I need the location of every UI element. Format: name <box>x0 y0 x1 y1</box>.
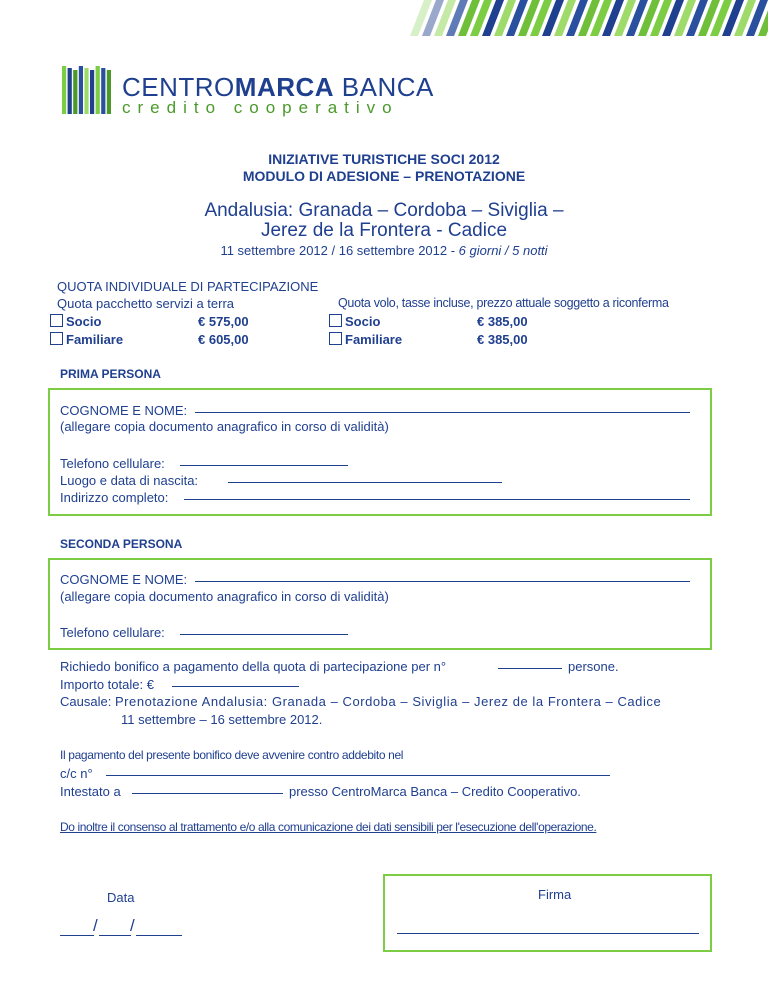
trip-duration: 6 giorni / 5 notti <box>458 243 548 258</box>
trip-title-line2: Jerez de la Frontera - Cadice <box>260 220 508 241</box>
causale-label: Causale: <box>60 694 112 709</box>
debit-text: Il pagamento del presente bonifico deve avvenire contro addebito nel <box>60 748 404 762</box>
causale-row <box>60 694 710 709</box>
ground-familiare-option[interactable] <box>50 332 123 347</box>
date-label: Data <box>107 890 135 905</box>
first-address-label: Indirizzo completo: <box>60 490 169 505</box>
first-person-heading: PRIMA PERSONA <box>60 367 161 381</box>
causale-text: Prenotazione Andalusia: Granada – Cordoba – Siviglia – Jerez de la Frontera – Cadice <box>114 694 662 709</box>
checkbox[interactable] <box>329 332 342 345</box>
flight-familiare-price: € 385,00 <box>477 332 528 347</box>
trip-dates-range: 11 settembre 2012 / 16 settembre 2012 - <box>220 243 459 258</box>
holder-field[interactable] <box>132 793 283 794</box>
signature-field[interactable] <box>397 933 699 934</box>
total-amount-label: Importo totale: € <box>60 677 154 692</box>
payment-request-text: Richiedo bonifico a pagamento della quota di partecipazione per n° <box>60 659 447 674</box>
logo-bar <box>79 66 83 114</box>
option-label: Socio <box>66 314 102 329</box>
checkbox[interactable] <box>50 332 63 345</box>
logo-bar <box>84 68 88 114</box>
option-label: Familiare <box>66 332 124 347</box>
persons-count-field[interactable] <box>498 668 562 669</box>
logo-bar <box>96 66 100 114</box>
trip-title-line1: Andalusia: Granada – Cordoba – Siviglia – <box>204 200 564 221</box>
quota-flight-title: Quota volo, tasse incluse, prezzo attuale soggetto a riconferma <box>338 296 669 310</box>
first-name-field[interactable] <box>195 412 690 413</box>
first-address-field[interactable] <box>184 499 690 500</box>
account-label: c/c n° <box>60 766 93 781</box>
flight-socio-price: € 385,00 <box>477 314 528 329</box>
checkbox[interactable] <box>50 314 63 327</box>
checkbox[interactable] <box>329 314 342 327</box>
bank-name-part3: BANCA <box>334 72 434 102</box>
form-subtitle: MODULO DI ADESIONE – PRENOTAZIONE <box>242 168 526 184</box>
logo-bar <box>73 70 77 114</box>
decorative-stripes <box>400 0 768 36</box>
bank-name-part2: MARCA <box>234 72 335 102</box>
quota-heading: QUOTA INDIVIDUALE DI PARTECIPAZIONE <box>57 279 319 294</box>
date-day-field[interactable] <box>60 935 94 936</box>
causale-dates: 11 settembre – 16 settembre 2012. <box>121 712 323 727</box>
signature-label: Firma <box>538 887 572 902</box>
logo-bar <box>107 70 111 114</box>
trip-dates <box>0 243 768 258</box>
total-amount-field[interactable] <box>172 686 299 687</box>
form-title: INIZIATIVE TURISTICHE SOCI 2012 <box>268 151 500 167</box>
date-year-field[interactable] <box>136 935 182 936</box>
date-separator: / <box>93 916 98 935</box>
ground-socio-option[interactable] <box>50 314 101 329</box>
first-phone-label: Telefono cellulare: <box>60 456 165 471</box>
holder-bank-text: presso CentroMarca Banca – Credito Cooperativo. <box>289 784 581 799</box>
first-birth-field[interactable] <box>228 482 502 483</box>
logo-bar <box>90 70 94 114</box>
second-person-heading: SECONDA PERSONA <box>60 537 183 551</box>
logo-bar <box>101 68 105 114</box>
bank-name-part1: CENTRO <box>122 72 235 102</box>
first-name-label: COGNOME E NOME: <box>60 403 188 418</box>
logo-bar <box>62 66 66 114</box>
first-document-note: (allegare copia documento anagrafico in corso di validità) <box>60 419 389 434</box>
holder-label: Intestato a <box>60 784 121 799</box>
bank-logo-icon <box>60 66 114 116</box>
second-name-field[interactable] <box>195 581 690 582</box>
date-month-field[interactable] <box>99 935 131 936</box>
ground-familiare-price: € 605,00 <box>198 332 249 347</box>
logo-bar <box>68 68 72 114</box>
flight-familiare-option[interactable] <box>329 332 402 347</box>
signature-box <box>383 874 712 952</box>
option-label: Familiare <box>345 332 403 347</box>
ground-socio-price: € 575,00 <box>198 314 249 329</box>
option-label: Socio <box>345 314 381 329</box>
consent-text: Do inoltre il consenso al trattamento e/o alla comunicazione dei dati sensibili per l'esecuzione dell'operazione. <box>60 820 597 834</box>
quota-ground-title: Quota pacchetto servizi a terra <box>57 296 235 311</box>
bank-tagline: credito cooperativo <box>122 98 399 117</box>
second-phone-label: Telefono cellulare: <box>60 625 165 640</box>
date-separator: / <box>130 916 135 935</box>
account-field[interactable] <box>106 775 610 776</box>
payment-request-suffix: persone. <box>568 659 619 674</box>
second-name-label: COGNOME E NOME: <box>60 572 188 587</box>
second-phone-field[interactable] <box>180 634 348 635</box>
first-phone-field[interactable] <box>180 465 348 466</box>
first-birth-label: Luogo e data di nascita: <box>60 473 199 488</box>
second-document-note: (allegare copia documento anagrafico in corso di validità) <box>60 589 389 604</box>
flight-socio-option[interactable] <box>329 314 380 329</box>
